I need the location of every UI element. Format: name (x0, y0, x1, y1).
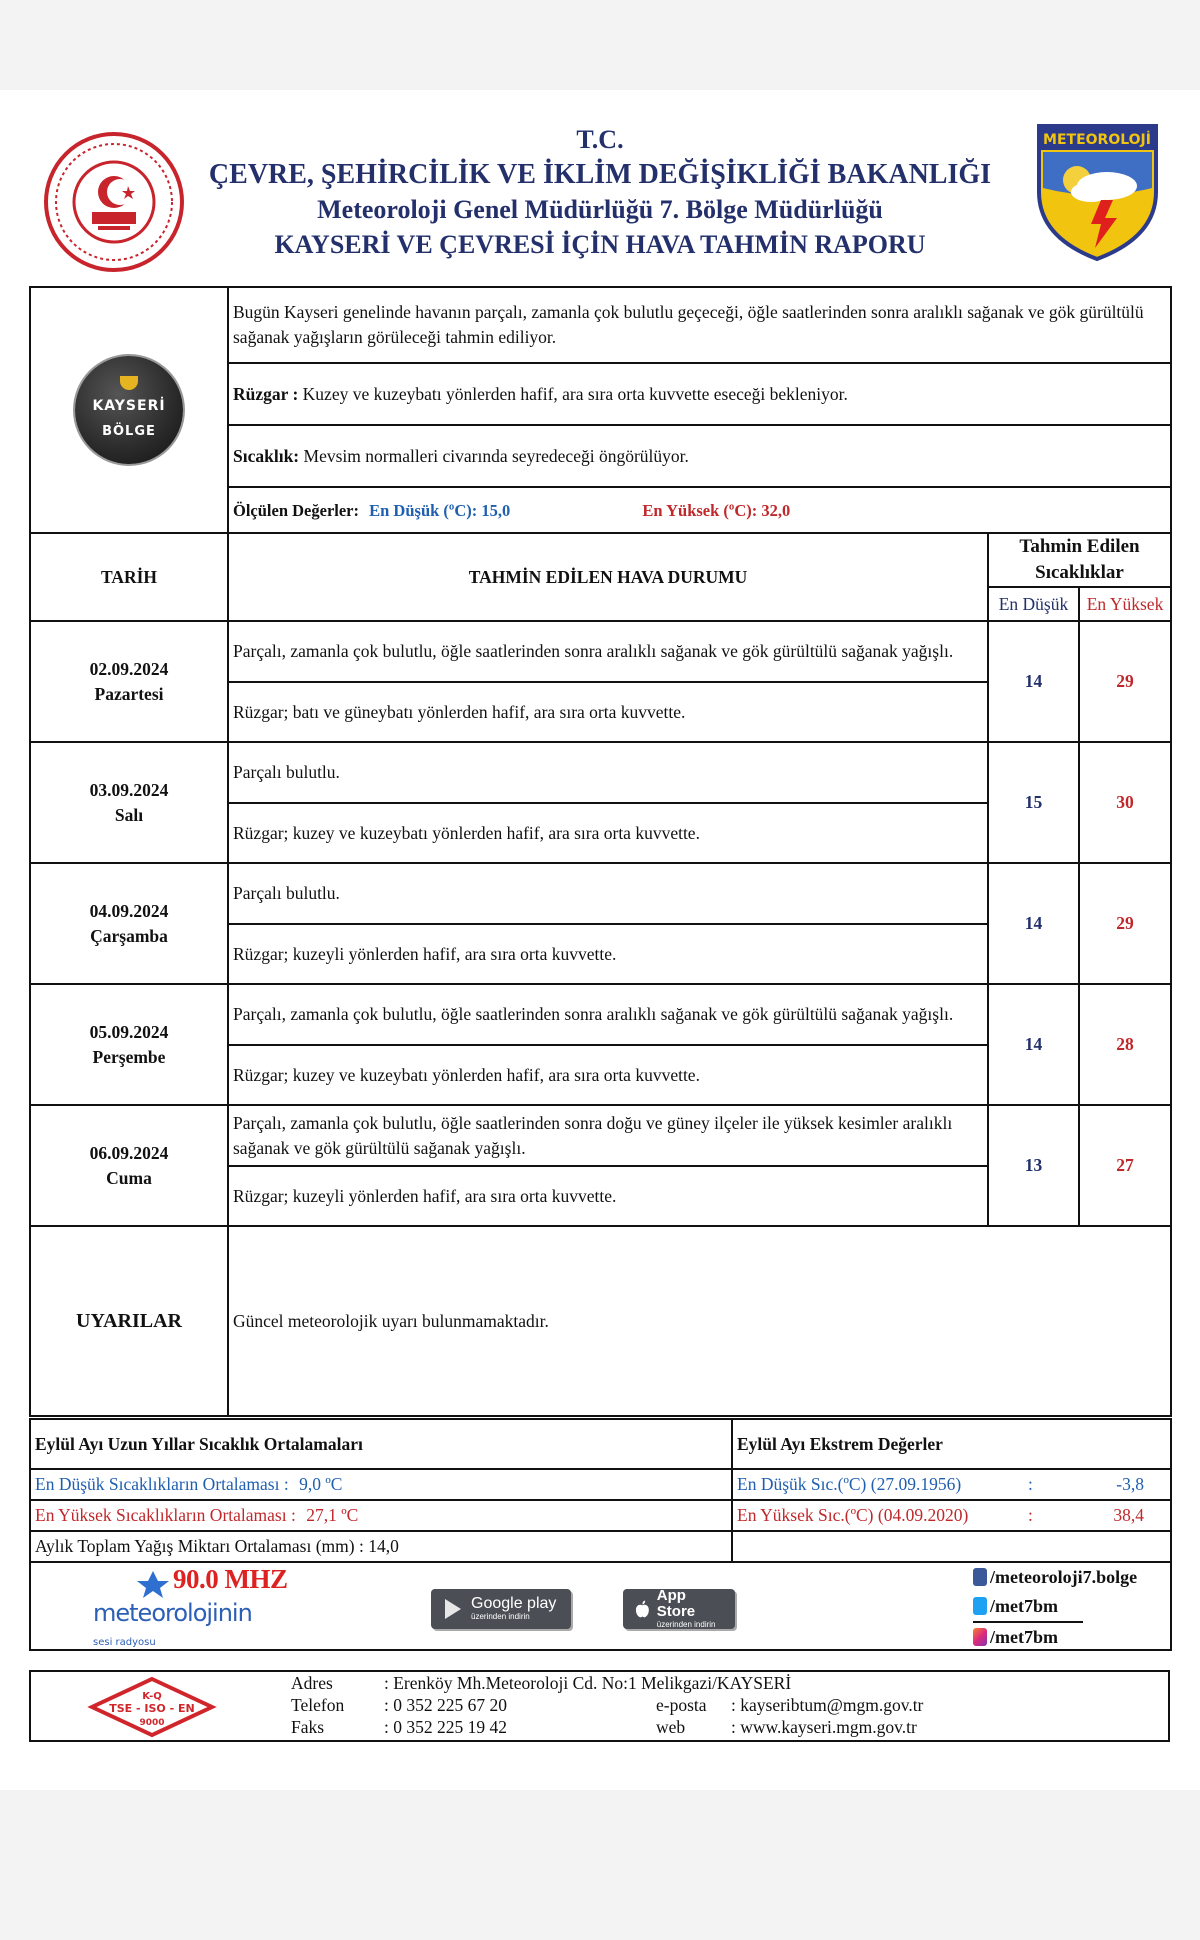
measured-high: En Yüksek (ºC): 32,0 (642, 500, 791, 520)
day-5-date-value: 06.09.2024 (89, 1142, 169, 1163)
avg-low-label: En Düşük Sıcaklıkların Ortalaması : (35, 1474, 289, 1494)
badge-line2: BÖLGE (102, 424, 156, 439)
day-2-wind: Rüzgar; kuzey ve kuzeybatı yönlerden hafif, ara sıra orta kuvvette. (228, 803, 988, 863)
promo-row (30, 1562, 1171, 1650)
address-label: Adres (291, 1673, 333, 1693)
google-play-button[interactable] (431, 1589, 571, 1629)
report-sheet (0, 90, 1200, 1790)
badge-line1: KAYSERİ (92, 398, 166, 414)
cert-mid-text: TSE - ISO - EN (109, 1702, 195, 1715)
col-header-forecast: TAHMİN EDİLEN HAVA DURUMU (228, 533, 988, 621)
header-line-report-title: KAYSERİ VE ÇEVRESİ İÇİN HAVA TAHMİN RAPORU (274, 230, 926, 259)
twitter-handle: /met7bm (990, 1596, 1058, 1616)
day-4-low: 14 (988, 984, 1079, 1105)
wind-summary (228, 363, 1171, 425)
email-value[interactable]: : kayseribtum@mgm.gov.tr (731, 1695, 924, 1715)
col-header-temps: Tahmin Edilen Sıcaklıklar (988, 533, 1171, 587)
mini-shield-icon (120, 376, 138, 390)
day-3-weekday: Çarşamba (90, 925, 168, 946)
fax-value: : 0 352 225 19 42 (384, 1717, 507, 1737)
day-2-high: 30 (1079, 742, 1171, 863)
warnings-label: UYARILAR (30, 1226, 228, 1416)
day-2-date-value: 03.09.2024 (89, 779, 169, 800)
radio-logo (73, 1564, 333, 1648)
empty-stats-cell (732, 1531, 1171, 1562)
kayseri-badge-cell (30, 287, 228, 533)
day-4-weather: Parçalı, zamanla çok bulutlu, öğle saatlerinden sonra aralıklı sağanak ve gök gürültülü sağanak yağışlı. (228, 984, 988, 1045)
kayseri-bolge-logo (75, 356, 183, 464)
stats-left-title: Eylül Ayı Uzun Yıllar Sıcaklık Ortalamaları (30, 1419, 732, 1469)
twitter-icon (973, 1597, 987, 1615)
social-links (973, 1563, 1137, 1652)
app-store-button[interactable] (623, 1589, 735, 1629)
stats-right-title: Eylül Ayı Ekstrem Değerler (732, 1419, 1171, 1469)
phone-label: Telefon (291, 1695, 345, 1715)
day-1-wind: Rüzgar; batı ve güneybatı yönlerden hafif, ara sıra orta kuvvette. (228, 682, 988, 742)
radio-name: meteorolojinin (93, 1599, 252, 1627)
day-5-high: 27 (1079, 1105, 1171, 1226)
ext-high-label: En Yüksek Sıc.(ºC) (04.09.2020) (737, 1505, 969, 1525)
app-store-label: App Store (656, 1587, 696, 1620)
col-header-date: TARİH (30, 533, 228, 621)
ext-high-colon: : (1028, 1505, 1033, 1525)
radio-star-icon (133, 1569, 173, 1599)
avg-high-row (30, 1500, 732, 1531)
ext-low-colon: : (1028, 1474, 1033, 1494)
day-4-date (30, 984, 228, 1105)
day-3-weather: Parçalı bulutlu. (228, 863, 988, 924)
day-5-low: 13 (988, 1105, 1079, 1226)
phone-value: : 0 352 225 67 20 (384, 1695, 507, 1715)
google-play-sublabel: üzerinden indirin (471, 1612, 530, 1621)
day-1-date-value: 02.09.2024 (89, 658, 169, 679)
day-4-high: 28 (1079, 984, 1171, 1105)
col-header-high: En Yüksek (1079, 587, 1171, 621)
twitter-link[interactable] (973, 1592, 1083, 1623)
measured-low: En Düşük (ºC): 15,0 (369, 500, 511, 520)
meteoroloji-logo-text: METEOROLOJİ (1043, 132, 1151, 148)
temp-summary (228, 425, 1171, 487)
day-4-date-value: 05.09.2024 (89, 1021, 169, 1042)
report-header (0, 90, 1200, 275)
day-3-wind: Rüzgar; kuzeyli yönlerden hafif, ara sıra orta kuvvette. (228, 924, 988, 984)
ext-low-label: En Düşük Sıc.(ºC) (27.09.1956) (737, 1474, 962, 1494)
google-play-icon (443, 1598, 463, 1620)
col-header-low: En Düşük (988, 587, 1079, 621)
day-4-weekday: Perşembe (92, 1046, 166, 1067)
fax-label: Faks (291, 1717, 325, 1737)
day-3-date-value: 04.09.2024 (89, 900, 169, 921)
day-1-low: 14 (988, 621, 1079, 742)
day-5-wind: Rüzgar; kuzeyli yönlerden hafif, ara sıra orta kuvvette. (228, 1166, 988, 1226)
header-line-ministry: ÇEVRE, ŞEHİRCİLİK VE İKLİM DEĞİŞİKLİĞİ BAKANLIĞI (208, 159, 992, 190)
day-1-date (30, 621, 228, 742)
apple-icon (635, 1599, 650, 1619)
meteoroloji-shield-logo (1035, 122, 1160, 262)
general-summary: Bugün Kayseri genelinde havanın parçalı, zamanla çok bulutlu geçeceği, öğle saatlerinden sonra aralıklı sağanak ve gök gürültülü sağanak yağışların görüleceği tahmin ediliyor. (228, 287, 1171, 363)
measured-label: Ölçülen Değerler: (233, 500, 359, 520)
day-4-wind: Rüzgar; kuzey ve kuzeybatı yönlerden hafif, ara sıra orta kuvvette. (228, 1045, 988, 1105)
avg-high-label: En Yüksek Sıcaklıkların Ortalaması : (35, 1505, 296, 1525)
web-value[interactable]: : www.kayseri.mgm.gov.tr (731, 1717, 917, 1737)
google-play-label: Google play (471, 1595, 557, 1612)
tse-certification-logo (87, 1676, 217, 1738)
header-line-tc: T.C. (576, 125, 624, 154)
radio-sub: sesi radyosu (93, 1637, 156, 1648)
instagram-link[interactable] (973, 1623, 1137, 1652)
day-5-date (30, 1105, 228, 1226)
ext-high-value: 38,4 (1113, 1505, 1144, 1525)
day-3-low: 14 (988, 863, 1079, 984)
forecast-table (29, 286, 1172, 1417)
avg-high-value: 27,1 ºC (306, 1505, 359, 1525)
measured-values (228, 487, 1171, 533)
day-1-high: 29 (1079, 621, 1171, 742)
contact-footer (29, 1670, 1170, 1742)
temp-summary-text: Mevsim normalleri civarında seyredeceği öngörülüyor. (299, 445, 689, 466)
day-5-weather: Parçalı, zamanla çok bulutlu, öğle saatlerinden sonra doğu ve güney ilçeler ile yüksek kesimler aralıklı sağanak ve gök gürültülü sağanak yağışlı. (228, 1105, 988, 1166)
day-2-weather: Parçalı bulutlu. (228, 742, 988, 803)
ministry-seal-logo (42, 130, 187, 275)
stats-table (29, 1418, 1172, 1651)
facebook-link[interactable] (973, 1563, 1137, 1592)
temp-summary-label: Sıcaklık: (233, 445, 300, 466)
app-store-sublabel: üzerinden indirin (656, 1620, 716, 1629)
day-2-low: 15 (988, 742, 1079, 863)
instagram-handle: /met7bm (990, 1627, 1058, 1647)
email-label: e-posta (656, 1695, 707, 1715)
radio-frequency: 90.0 MHZ (173, 1564, 288, 1594)
avg-low-value: 9,0 ºC (299, 1474, 343, 1494)
facebook-icon (973, 1568, 987, 1586)
day-5-weekday: Cuma (106, 1167, 152, 1188)
day-2-date (30, 742, 228, 863)
day-3-date (30, 863, 228, 984)
wind-summary-text: Kuzey ve kuzeybatı yönlerden hafif, ara sıra orta kuvvette eseceği bekleniyor. (298, 383, 848, 404)
wind-summary-label: Rüzgar : (233, 383, 299, 404)
address-value: : Erenköy Mh.Meteoroloji Cd. No:1 Melikgazi/KAYSERİ (384, 1673, 792, 1693)
ext-low-row (732, 1469, 1171, 1500)
day-3-high: 29 (1079, 863, 1171, 984)
header-titles (200, 122, 1000, 262)
ext-high-row (732, 1500, 1171, 1531)
day-1-weather: Parçalı, zamanla çok bulutlu, öğle saatlerinden sonra aralıklı sağanak ve gök gürültülü sağanak yağışlı. (228, 621, 988, 682)
cert-top-text: K-Q (142, 1691, 162, 1702)
header-line-directorate: Meteoroloji Genel Müdürlüğü 7. Bölge Müdürlüğü (317, 195, 883, 224)
web-label: web (656, 1717, 686, 1737)
rain-average: Aylık Toplam Yağış Miktarı Ortalaması (mm) : 14,0 (30, 1531, 732, 1562)
warnings-text: Güncel meteorolojik uyarı bulunmamaktadır. (228, 1226, 1171, 1416)
instagram-icon (973, 1628, 987, 1646)
avg-low-row (30, 1469, 732, 1500)
cert-bot-text: 9000 (139, 1718, 165, 1728)
day-2-weekday: Salı (114, 804, 144, 825)
facebook-handle: /meteoroloji7.bolge (990, 1567, 1138, 1587)
day-1-weekday: Pazartesi (94, 683, 164, 704)
ext-low-value: -3,8 (1116, 1474, 1144, 1494)
